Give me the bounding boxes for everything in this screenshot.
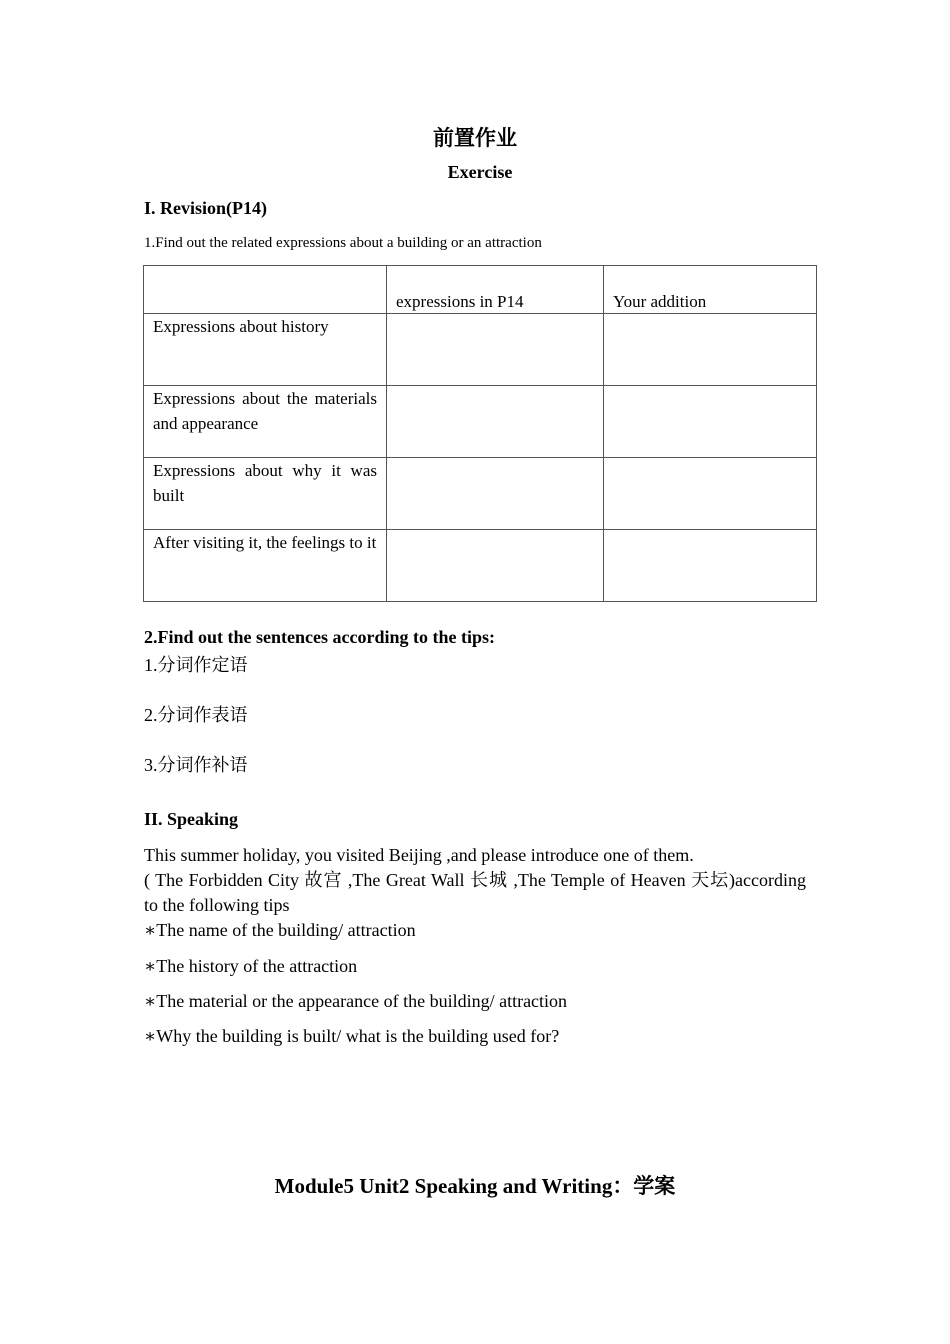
section-revision-heading: I. Revision(P14): [144, 198, 267, 218]
speaking-tip: ∗The history of the attraction: [144, 956, 358, 976]
table-cell-addition[interactable]: [604, 530, 817, 602]
page-subtitle: Exercise: [447, 162, 513, 182]
module-title: Module5 Unit2 Speaking and Writing：学案: [274, 1174, 676, 1198]
table-cell-p14[interactable]: [387, 386, 604, 458]
table-header-row: [144, 266, 817, 314]
table-cell-addition[interactable]: [604, 314, 817, 386]
table-cell-p14[interactable]: [387, 458, 604, 530]
speaking-tip: ∗Why the building is built/ what is the building used for?: [144, 1026, 560, 1046]
speaking-intro: This summer holiday, you visited Beijing ,and please introduce one of them.: [144, 845, 694, 865]
table-cell-addition[interactable]: [604, 386, 817, 458]
revision-instruction: 1.Find out the related expressions about a building or an attraction: [144, 235, 542, 251]
sentences-heading: 2.Find out the sentences according to the tips:: [144, 627, 495, 647]
table-header-cell: expressions in P14: [387, 266, 604, 314]
page-title-cn: 前置作业: [433, 126, 517, 150]
table-row: [144, 530, 817, 602]
table-row: [144, 314, 817, 386]
table-row: [144, 458, 817, 530]
section-speaking-heading: II. Speaking: [144, 809, 239, 829]
table-header-cell: Your addition: [604, 266, 817, 314]
speaking-tip: ∗The name of the building/ attraction: [144, 920, 416, 940]
tip-item-attributive: 1.分词作定语: [144, 655, 248, 675]
table-row-label: Expressions about why it was built: [144, 458, 387, 530]
table-cell-addition[interactable]: [604, 458, 817, 530]
table-row-label: After visiting it, the feelings to it: [144, 530, 387, 602]
table-cell-p14[interactable]: [387, 530, 604, 602]
table-header-cell: [144, 266, 387, 314]
table-row-label: Expressions about the materials and appearance: [144, 386, 387, 458]
table-row: [144, 386, 817, 458]
expressions-table: [143, 265, 817, 602]
table-cell-p14[interactable]: [387, 314, 604, 386]
table-row-label: Expressions about history: [144, 314, 387, 386]
speaking-tip: ∗The material or the appearance of the building/ attraction: [144, 991, 568, 1011]
tip-item-predicative: 2.分词作表语: [144, 705, 248, 725]
speaking-options: ( The Forbidden City 故宫 ,The Great Wall 长城 ,The Temple of Heaven 天坛)according to the following tips: [144, 870, 806, 915]
tip-item-complement: 3.分词作补语: [144, 755, 248, 775]
